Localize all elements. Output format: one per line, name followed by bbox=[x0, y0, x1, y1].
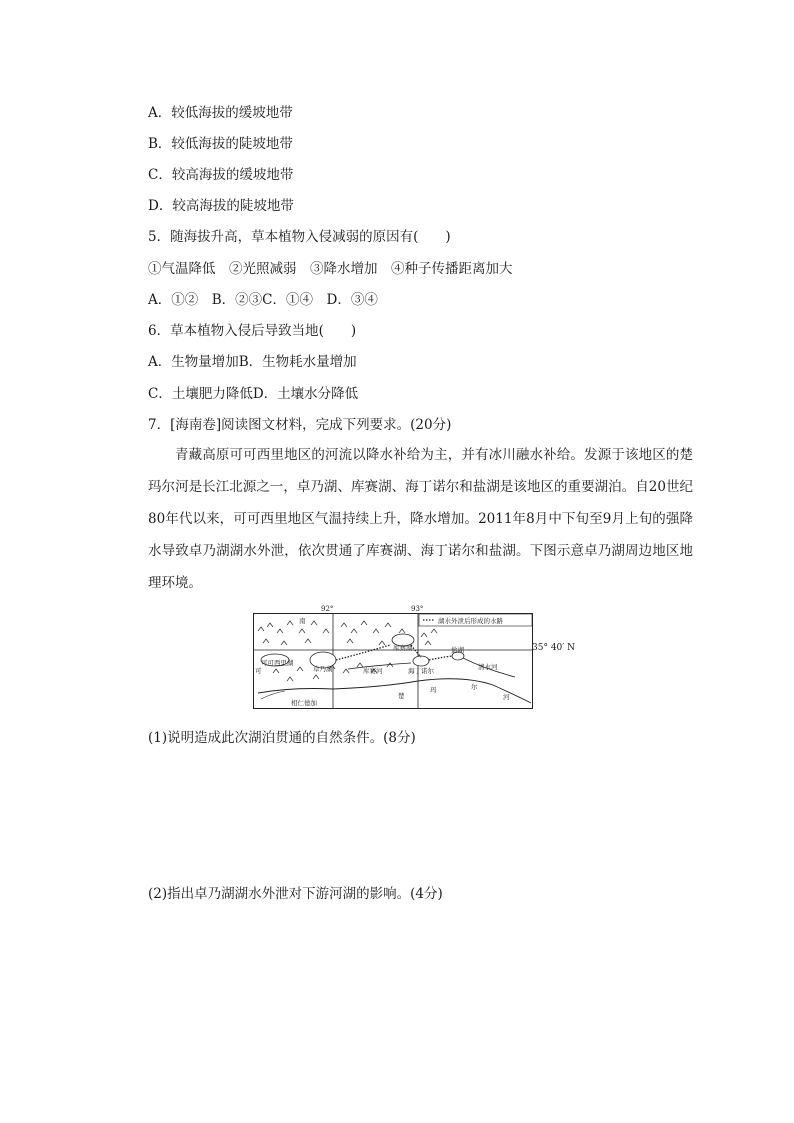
q7-stem: 7．[海南卷]阅读图文材料，完成下列要求。(20分) bbox=[148, 417, 452, 433]
lake-region-map bbox=[253, 603, 533, 710]
q4-option-b: B．较低海拔的陡坡地带 bbox=[148, 136, 293, 152]
haiding-lake bbox=[413, 656, 429, 666]
q5-stem: 5．随海拔升高，草本植物入侵减弱的原因有( ) bbox=[148, 229, 451, 245]
legend-text: 湖水外泄后形成的水路 bbox=[438, 617, 503, 625]
lat-label: 35° 40′ N bbox=[532, 643, 576, 653]
label-kusai: 库赛湖 bbox=[393, 644, 413, 652]
label-nan: 南 bbox=[299, 617, 306, 625]
q7-sub1: (1)说明造成此次湖泊贯通的自然条件。(8分) bbox=[148, 730, 416, 746]
q4-option-d: D．较高海拔的陡坡地带 bbox=[148, 198, 294, 214]
label-ke: 可 bbox=[255, 667, 262, 675]
q4-option-c: C．较高海拔的缓坡地带 bbox=[148, 167, 294, 183]
legend bbox=[419, 614, 532, 626]
label-ma: 玛 bbox=[430, 686, 437, 694]
q5-items: ①气温降低 ②光照减弱 ③降水增加 ④种子传播距离加大 bbox=[148, 261, 513, 277]
label-qingshui: 清水河 bbox=[478, 663, 498, 671]
map-svg bbox=[253, 603, 533, 710]
q6-option-ab: A．生物量增加B．生物耗水量增加 bbox=[148, 354, 357, 370]
q7-passage: 青藏高原可可西里地区的河流以降水补给为主，并有冰川融水补给。发源于该地区的楚玛尔河是长江北源之一，卓乃湖、库赛湖、海丁诺尔和盐湖是该地区的重要湖泊。自20世纪80年代以来，可可西里地区气温持续上升，降水增加。2011年8月中下旬至9月上旬的强降水导致卓乃湖湖水外泄，依次贯通了库赛湖、海丁诺尔和盐湖。下图示意卓乃湖周边地区地理环境。 bbox=[148, 447, 693, 591]
label-he: 河 bbox=[503, 693, 510, 701]
label-kusaihe: 库赛河 bbox=[363, 667, 383, 675]
label-xiangzangjia: 相仁德加 bbox=[291, 699, 317, 707]
label-haiding: 海丁诺尔 bbox=[408, 667, 434, 675]
q7-sub2: (2)指出卓乃湖湖水外泄对下游河湖的影响。(4分) bbox=[148, 886, 443, 902]
q5-options: A．①② B．②③C．①④ D．③④ bbox=[148, 292, 378, 308]
lon-92-label: 92° bbox=[321, 605, 334, 613]
q4-option-a: A．较低海拔的缓坡地带 bbox=[148, 105, 293, 121]
label-er: 尔 bbox=[471, 683, 478, 691]
label-kekexili: 可可西里湖 bbox=[261, 659, 294, 667]
label-chu: 楚 bbox=[398, 692, 405, 700]
lon-93-label: 93° bbox=[411, 605, 424, 613]
label-zhuonai: 卓乃湖 bbox=[313, 665, 333, 673]
q6-option-cd: C．土壤肥力降低D．土壤水分降低 bbox=[148, 386, 359, 402]
q6-stem: 6．草本植物入侵后导致当地( ) bbox=[148, 323, 357, 339]
label-yanhu: 盐湖 bbox=[451, 646, 464, 654]
